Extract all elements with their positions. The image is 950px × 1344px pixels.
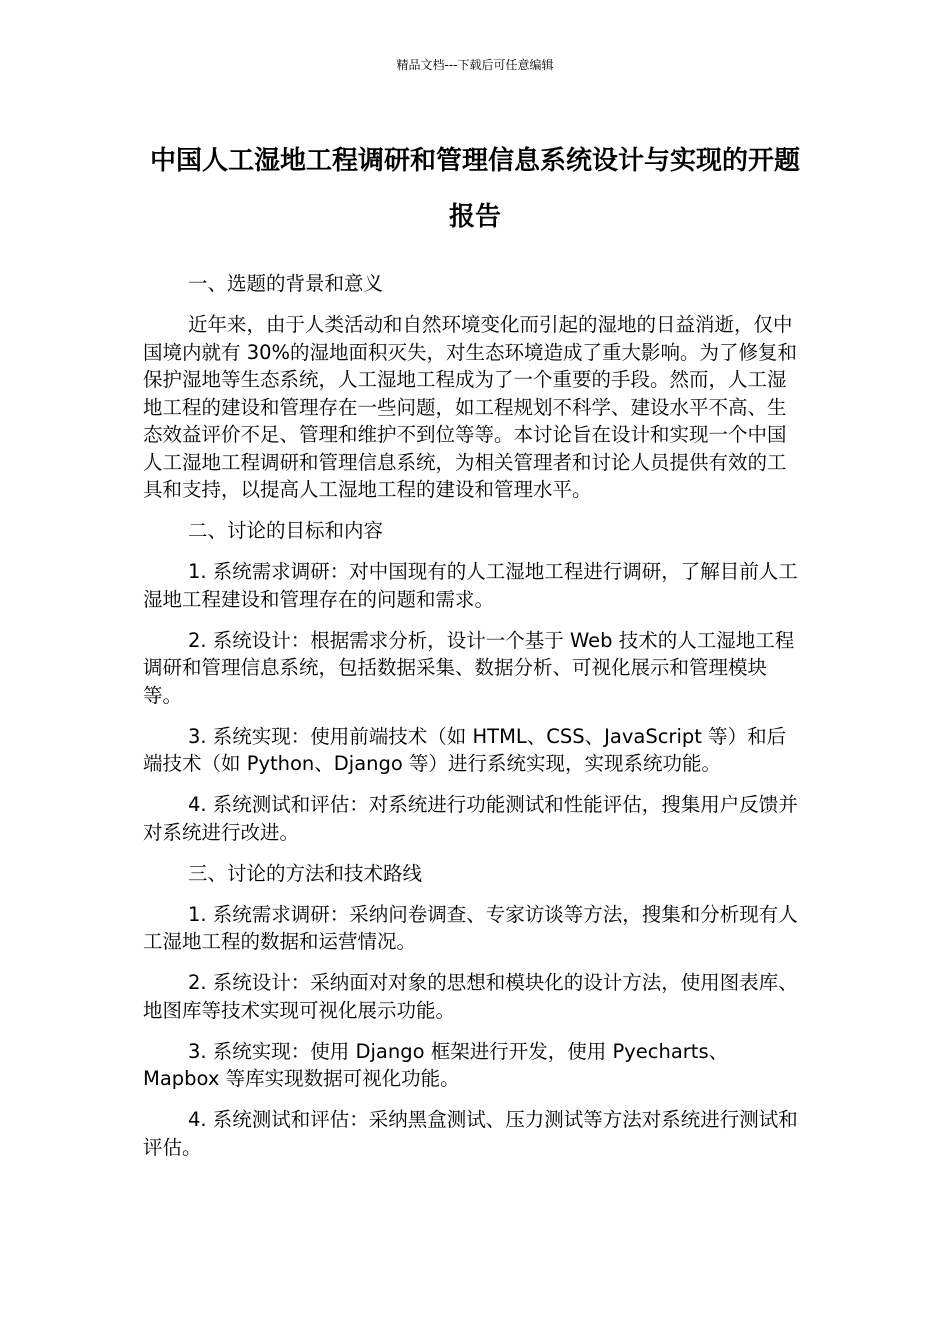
list-item-goal-2: 2. 系统设计：根据需求分析，设计一个基于 Web 技术的人工湿地工程调研和管理信息系统，包括数据采集、数据分析、可视化展示和管理模块等。: [143, 628, 795, 707]
list-item-method-2: 2. 系统设计：采纳面对对象的思想和模块化的设计方法，使用图表库、地图库等技术实现可视化展示功能。: [143, 971, 798, 1022]
list-item-method-3: 3. 系统实现：使用 Django 框架进行开发，使用 Pyecharts、Mapbox 等库实现数据可视化功能。: [143, 1039, 729, 1090]
section-heading-methods: 三、讨论的方法和技术路线: [188, 861, 423, 885]
document-body: [143, 270, 803, 1175]
list-item-method-1: 1. 系统需求调研：采纳问卷调查、专家访谈等方法，搜集和分析现有人工湿地工程的数据和运营情况。: [143, 902, 798, 953]
list-item-goal-1: 1. 系统需求调研：对中国现有的人工湿地工程进行调研，了解目前人工湿地工程建设和管理存在的问题和需求。: [143, 560, 798, 611]
list-item-method-4: 4. 系统测试和评估：采纳黑盒测试、压力测试等方法对系统进行测试和评估。: [143, 1108, 798, 1159]
section-heading-goals: 二、讨论的目标和内容: [188, 519, 384, 542]
list-item-goal-3: 3. 系统实现：使用前端技术（如 HTML、CSS、JavaScript 等）和后端技术（如 Python、Django 等）进行系统实现，实现系统功能。: [143, 724, 787, 775]
header-note: 精品文档---下载后可任意编辑: [396, 58, 554, 72]
list-item-goal-4: 4. 系统测试和评估：对系统进行功能测试和性能评估，搜集用户反馈并对系统进行改进。: [143, 793, 798, 844]
section-heading-background: 一、选题的背景和意义: [188, 272, 384, 295]
paragraph-background: 近年来，由于人类活动和自然环境变化而引起的湿地的日益消逝，仅中国境内就有 30%的湿地面积灭失，对生态环境造成了重大影响。为了修复和保护湿地等生态系统，人工湿地工程成为了一个重要的手段。然而，人工湿地工程的建设和管理存在一些问题，如工程规划不科学、建设水平不高、生态效益评价不足、管理和维护不到位等等。本讨论旨在设计和实现一个中国人工湿地工程调研和管理信息系统，为相关管理者和讨论人员提供有效的工具和支持，以提高人工湿地工程的建设和管理水平。: [143, 313, 798, 501]
document-title: 中国人工湿地工程调研和管理信息系统设计与实现的开题报告: [149, 146, 800, 232]
